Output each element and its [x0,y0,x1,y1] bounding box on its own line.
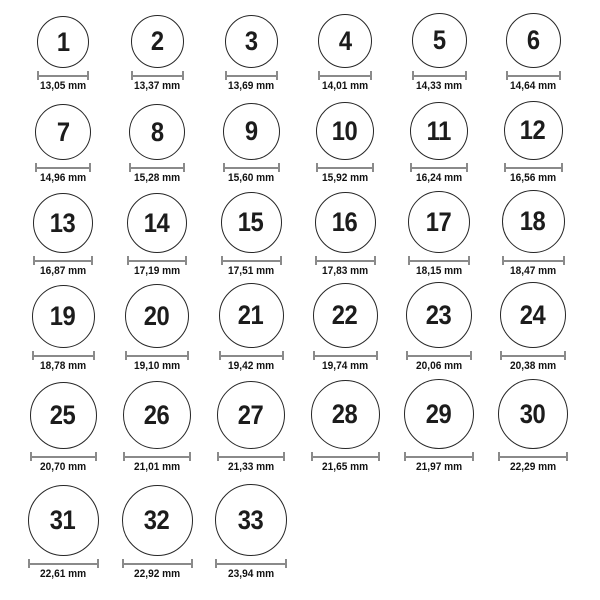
ring-size-number: 6 [526,25,540,55]
diameter-label: 21,65 mm [321,461,369,473]
ring-circle [506,13,561,68]
ring-circle [410,102,468,160]
diameter-label: 19,10 mm [133,360,181,372]
ring-size-cell [298,283,392,372]
diameter-dimension-line [221,256,282,265]
ring-size-cell [110,485,204,580]
ring-circle [221,192,282,253]
diameter-label: 15,60 mm [227,172,275,184]
ring-circle [30,382,97,449]
diameter-label: 14,01 mm [321,80,369,92]
diameter-dimension-line [122,559,193,568]
ring-size-number: 4 [338,25,352,56]
ring-size-cell [16,16,110,92]
ring-size-number: 27 [238,399,264,430]
diameter-label: 19,74 mm [321,360,369,372]
ring-circle [498,379,568,449]
chart-row [0,473,600,580]
ring-size-number: 30 [520,398,546,429]
ring-size-cell [110,193,204,277]
diameter-label: 14,96 mm [39,172,87,184]
diameter-dimension-line [313,351,378,360]
diameter-label: 17,51 mm [227,265,275,277]
ring-size-number: 24 [520,299,546,330]
chart-row [0,372,600,473]
chart-row [0,277,600,372]
ring-circle [408,191,470,253]
ring-size-cell [392,102,486,184]
diameter-dimension-line [33,256,93,265]
ring-size-number: 14 [144,207,170,238]
ring-circle [315,192,376,253]
diameter-dimension-line [318,71,372,80]
diameter-label: 18,78 mm [39,360,87,372]
ring-circle [33,193,93,253]
ring-size-cell [298,14,392,92]
ring-size-cell [204,192,298,277]
diameter-dimension-line [406,351,472,360]
ring-size-cell [204,484,298,580]
ring-circle [37,16,89,68]
ring-size-cell [392,13,486,92]
ring-size-cell [16,104,110,184]
diameter-dimension-line [498,452,568,461]
diameter-dimension-line [125,351,189,360]
ring-size-number: 17 [426,206,452,237]
diameter-label: 16,87 mm [39,265,87,277]
diameter-dimension-line [225,71,278,80]
ring-size-number: 13 [50,207,76,238]
diameter-dimension-line [215,559,287,568]
diameter-dimension-line [404,452,474,461]
ring-size-cell [110,15,204,92]
ring-size-cell [486,101,580,184]
ring-circle [313,283,378,348]
ring-size-number: 3 [244,26,258,56]
ring-size-number: 31 [50,505,76,535]
diameter-label: 17,19 mm [133,265,181,277]
diameter-label: 13,05 mm [39,80,87,92]
ring-circle [404,379,474,449]
ring-circle [123,381,191,449]
ring-circle [28,485,99,556]
ring-size-number: 20 [144,300,170,331]
diameter-dimension-line [504,163,563,172]
diameter-label: 18,47 mm [509,265,557,277]
diameter-dimension-line [32,351,95,360]
ring-circle [223,103,280,160]
ring-size-number: 7 [56,116,70,147]
diameter-dimension-line [217,452,285,461]
ring-size-cell [298,380,392,473]
ring-size-cell [298,102,392,184]
ring-size-number: 9 [244,116,258,146]
ring-circle [122,485,193,556]
ring-circle [504,101,563,160]
diameter-label: 21,97 mm [415,461,463,473]
ring-size-cell [486,379,580,473]
diameter-label: 19,42 mm [227,360,275,372]
ring-size-cell [16,285,110,372]
ring-size-cell [110,284,204,372]
diameter-label: 22,61 mm [39,568,87,580]
diameter-label: 14,64 mm [509,80,557,92]
ring-size-number: 33 [238,504,264,535]
diameter-dimension-line [219,351,284,360]
diameter-label: 18,15 mm [415,265,463,277]
ring-circle [219,283,284,348]
ring-size-number: 32 [144,505,170,535]
ring-size-number: 29 [426,398,452,429]
ring-circle [318,14,372,68]
chart-row [0,92,600,184]
diameter-label: 15,28 mm [133,172,181,184]
ring-circle [502,190,565,253]
diameter-label: 13,37 mm [133,80,181,92]
ring-size-number: 10 [332,115,358,146]
ring-size-number: 11 [426,115,452,146]
ring-size-number: 8 [150,116,164,147]
diameter-dimension-line [123,452,191,461]
ring-size-number: 23 [426,299,452,330]
diameter-label: 21,33 mm [227,461,275,473]
diameter-dimension-line [311,452,380,461]
diameter-label: 21,01 mm [133,461,181,473]
ring-size-cell [204,381,298,473]
diameter-dimension-line [502,256,565,265]
ring-size-number: 25 [50,400,76,430]
diameter-label: 20,38 mm [509,360,557,372]
ring-size-cell [110,104,204,184]
ring-size-cell [392,282,486,372]
ring-size-number: 5 [432,25,446,55]
ring-size-cell [110,381,204,473]
diameter-dimension-line [408,256,470,265]
ring-size-cell [392,379,486,473]
ring-circle [125,284,189,348]
ring-size-number: 1 [56,26,70,57]
ring-size-number: 18 [520,206,546,236]
diameter-label: 20,70 mm [39,461,87,473]
chart-row [0,0,600,92]
chart-row [0,184,600,277]
ring-size-number: 21 [238,300,264,330]
diameter-label: 20,06 mm [415,360,463,372]
diameter-dimension-line [28,559,99,568]
diameter-dimension-line [506,71,561,80]
diameter-dimension-line [37,71,89,80]
diameter-label: 22,92 mm [133,568,181,580]
ring-size-cell [16,382,110,473]
ring-size-cell [392,191,486,277]
ring-size-cell [298,192,392,277]
diameter-label: 17,83 mm [321,265,369,277]
diameter-label: 16,24 mm [415,172,463,184]
diameter-dimension-line [223,163,280,172]
diameter-dimension-line [412,71,467,80]
ring-size-cell [486,282,580,372]
ring-size-cell [16,485,110,580]
ring-size-number: 19 [50,301,76,331]
ring-circle [406,282,472,348]
diameter-dimension-line [129,163,185,172]
ring-size-number: 16 [332,207,358,237]
ring-circle [225,15,278,68]
ring-circle [35,104,91,160]
ring-size-cell [486,190,580,277]
diameter-dimension-line [316,163,374,172]
ring-circle [217,381,285,449]
ring-size-number: 15 [238,207,264,237]
ring-size-number: 26 [144,399,170,430]
ring-size-cell [204,15,298,92]
ring-size-number: 2 [150,26,164,56]
ring-circle [32,285,95,348]
ring-circle [131,15,184,68]
ring-circle [127,193,187,253]
diameter-label: 13,69 mm [227,80,275,92]
ring-circle [215,484,287,556]
ring-circle [500,282,566,348]
diameter-label: 14,33 mm [415,80,463,92]
ring-size-cell [204,103,298,184]
diameter-label: 16,56 mm [509,172,557,184]
diameter-label: 23,94 mm [227,568,275,580]
diameter-dimension-line [30,452,97,461]
diameter-dimension-line [35,163,91,172]
diameter-label: 15,92 mm [321,172,369,184]
ring-size-number: 12 [520,115,546,145]
ring-size-number: 22 [332,300,358,330]
diameter-dimension-line [410,163,468,172]
ring-size-number: 28 [332,399,358,429]
ring-size-cell [204,283,298,372]
ring-size-cell [16,193,110,277]
diameter-dimension-line [500,351,566,360]
ring-circle [316,102,374,160]
ring-circle [311,380,380,449]
diameter-dimension-line [131,71,184,80]
ring-circle [129,104,185,160]
diameter-dimension-line [315,256,376,265]
ring-size-cell [486,13,580,92]
ring-circle [412,13,467,68]
diameter-dimension-line [127,256,187,265]
diameter-label: 22,29 mm [509,461,557,473]
